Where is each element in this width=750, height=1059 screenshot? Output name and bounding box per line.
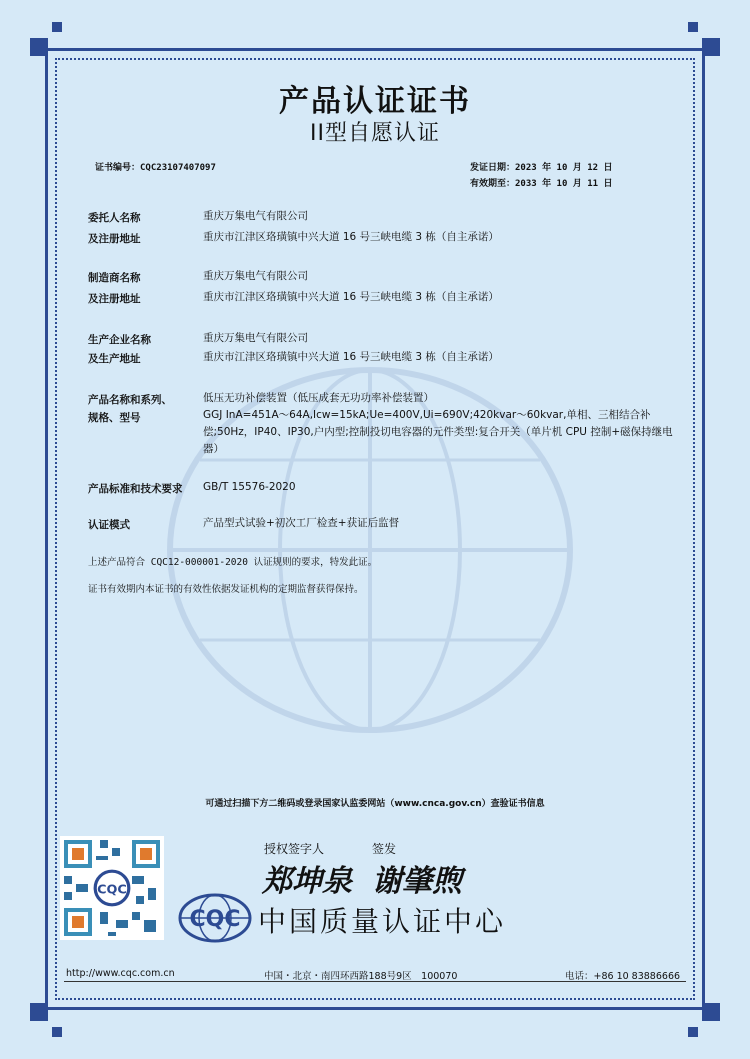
client-address-label: 及注册地址 [88, 233, 141, 245]
qr-code-icon[interactable] [60, 836, 164, 940]
client-address-value: 重庆市江津区珞璜镇中兴大道 16 号三峡电缆 3 栋（自主承诺） [203, 231, 499, 243]
factory-name-value: 重庆万集电气有限公司 [203, 332, 308, 344]
issue-date: 发证日期：2023 年 10 月 12 日 [470, 163, 613, 173]
footer-divider [64, 981, 686, 982]
standard-value: GB/T 15576-2020 [203, 481, 296, 493]
corner-ornament [52, 22, 62, 32]
certificate-note-1: 上述产品符合 CQC12-000001-2020 认证规则的要求，特发此证。 [88, 557, 378, 568]
corner-ornament [688, 22, 698, 32]
footer-phone: 电话：+86 10 83886666 [565, 971, 681, 982]
verification-text: 可通过扫描下方二维码或登录国家认监委网站（www.cnca.gov.cn）查验证书信息 [205, 799, 545, 809]
issuer-label: 签发 [372, 842, 397, 856]
client-name-value: 重庆万集电气有限公司 [203, 210, 308, 222]
signer-signature: 郑坤泉 [262, 864, 352, 899]
issuer-signature: 谢肇煦 [372, 864, 462, 899]
product-label-1: 产品名称和系列、 [88, 394, 172, 406]
corner-ornament [52, 1027, 62, 1037]
valid-date: 有效期至：2033 年 10 月 11 日 [470, 179, 613, 189]
organization-name: 中国质量认证中心 [258, 905, 507, 938]
mode-value: 产品型式试验+初次工厂检查+获证后监督 [203, 517, 400, 529]
signer-label: 授权签字人 [264, 842, 325, 856]
standard-label: 产品标准和技术要求 [88, 483, 183, 495]
footer-url[interactable]: http://www.cqc.com.cn [66, 968, 175, 979]
manufacturer-name-value: 重庆万集电气有限公司 [203, 270, 308, 282]
corner-ornament [688, 1027, 698, 1037]
svg-text:CQC: CQC [97, 882, 127, 898]
factory-address-label: 及生产地址 [88, 353, 141, 365]
certificate-note-2: 证书有效期内本证书的有效性依据发证机构的定期监督获得保持。 [88, 584, 364, 595]
mode-label: 认证模式 [88, 519, 130, 531]
client-name-label: 委托人名称 [88, 212, 141, 224]
factory-address-value: 重庆市江津区珞璜镇中兴大道 16 号三峡电缆 3 栋（自主承诺） [203, 351, 499, 363]
manufacturer-name-label: 制造商名称 [88, 272, 141, 284]
svg-text:CQC: CQC [189, 907, 241, 932]
cert-number: 证书编号：CQC23107407097 [95, 163, 216, 173]
factory-name-label: 生产企业名称 [88, 334, 151, 346]
certificate-subtitle: II型自愿认证 [310, 121, 440, 146]
manufacturer-address-value: 重庆市江津区珞璜镇中兴大道 16 号三峡电缆 3 栋（自主承诺） [203, 291, 499, 303]
product-label-2: 规格、型号 [88, 412, 141, 424]
footer-address: 中国・北京・南四环西路188号9区 100070 [264, 971, 458, 982]
manufacturer-address-label: 及注册地址 [88, 293, 141, 305]
product-value: 低压无功补偿装置（低压成套无功功率补偿装置） GGJ InA=451A～64A,Icw=15kA;Ue=400V,Ui=690V;420kvar～60kvar,单相、三相结合补偿;50Hz，IP40、IP30,户内型;控制投切电容器的元件类型:复合开关（单片机 CPU 控制+磁保持继电器） [203, 392, 673, 455]
cqc-logo-icon [178, 893, 252, 943]
certificate-title: 产品认证证书 [279, 84, 471, 119]
